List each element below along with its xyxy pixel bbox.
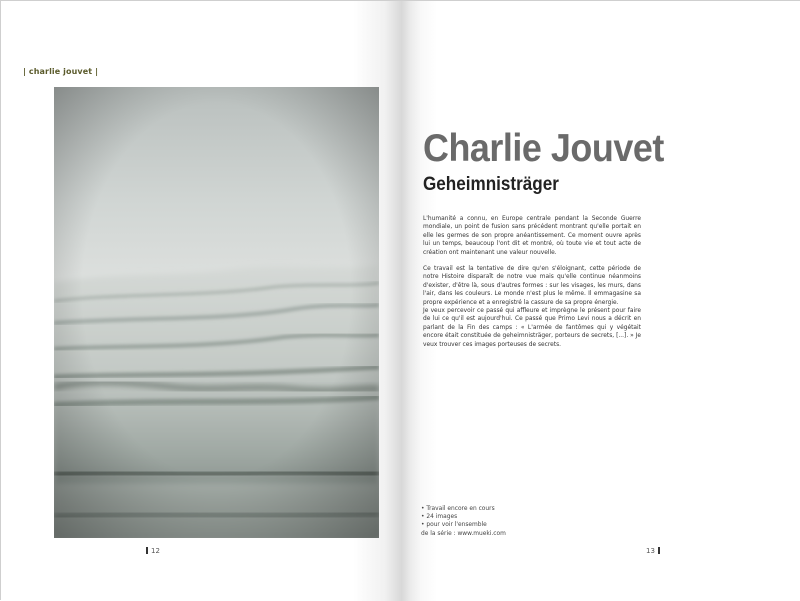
note-line: • Travail encore en cours xyxy=(421,506,495,512)
paragraph-1: L'humanité a connu, en Europe centrale pendant la Seconde Guerre mondiale, un point de fusion sans précédent montrant qu'elle portait en elle les germes de son propre anéantissement. Ce moment ouvre après lui un temps, beaucoup l'ont dit et montré, où toute vie et tout acte de création ont maintenant une valeur nouvelle. xyxy=(423,216,641,256)
right-page xyxy=(401,1,800,601)
paragraph-2: Ce travail est la tentative de dire qu'en s'éloignant, cette période de notre Histoire disparaît de notre vue mais qu'elle continue néanmoins d'exister, d'être là, sous d'autres formes : sur les visages, les murs, dans l'air, dans les couleurs. Le monde n'est plus le même. Il emmagasine sa propre expérience et a enregistré la cassure de sa propre énergie. xyxy=(423,266,641,306)
folio-bar-icon xyxy=(658,547,660,554)
note-line: • 24 images xyxy=(421,514,458,521)
note-line: • pour voir l'ensemble xyxy=(421,522,487,529)
running-head: | charlie jouvet | xyxy=(23,67,99,76)
article-body xyxy=(423,215,641,349)
page-number-right-text: 13 xyxy=(646,547,655,555)
article-subtitle: Geheimnisträger xyxy=(423,174,559,195)
folio-bar-icon xyxy=(146,547,148,554)
page-number-right xyxy=(646,547,660,555)
paragraph-3: Je veux percevoir ce passé qui affleure et imprègne le présent pour faire de lui ce qu'il est aujourd'hui. Ce passé que Primo Levi nous a décrit en parlant de la Fin des camps : « L'armée de fantômes qui y végétait encore était constituée de geheimnisträger, porteurs de secrets, [...]. » Je veux trouver ces images porteuses de secrets. xyxy=(423,308,641,348)
article-title: Charlie Jouvet xyxy=(423,127,664,170)
left-page xyxy=(1,1,401,601)
note-line: de la série : www.mueki.com xyxy=(421,530,506,537)
snowy-landscape-photo xyxy=(54,87,379,538)
page-number-left-text: 12 xyxy=(151,547,160,555)
page-number-left xyxy=(146,547,160,555)
series-notes xyxy=(421,505,621,538)
